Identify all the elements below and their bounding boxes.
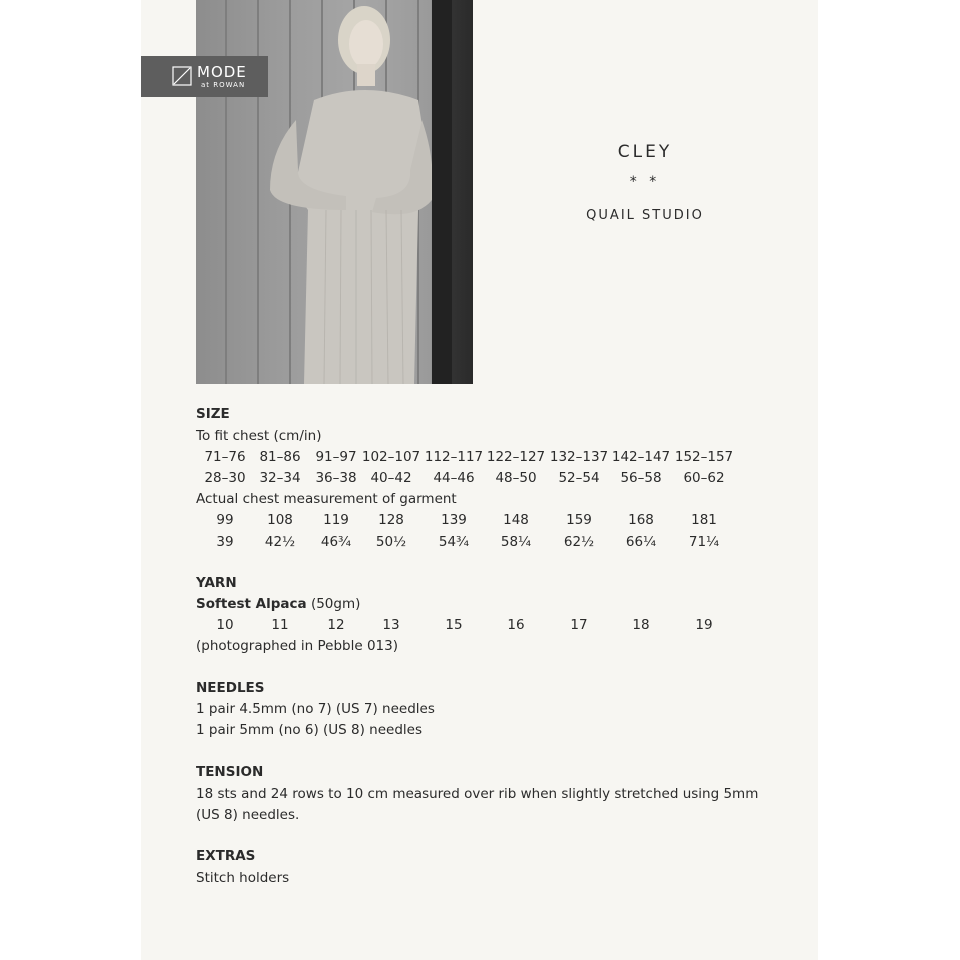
fit-cm-cell: 71–76 <box>204 449 246 465</box>
actual-in-cell: 39 <box>216 534 234 550</box>
actual-in-cell: 62½ <box>563 534 595 550</box>
yarn-note: (photographed in Pebble 013) <box>196 638 398 654</box>
fit-cm-cell: 81–86 <box>259 449 301 465</box>
yarn-balls-cell: 13 <box>382 617 400 633</box>
yarn-name-line <box>196 596 360 612</box>
fit-in-cell: 44–46 <box>433 470 475 486</box>
tension-line: 18 sts and 24 rows to 10 cm measured over rib when slightly stretched using 5mm <box>196 786 759 802</box>
fit-in-cell: 32–34 <box>259 470 301 486</box>
actual-in-cell: 58¼ <box>500 534 532 550</box>
yarn-balls-cell: 16 <box>507 617 525 633</box>
fit-cm-cell: 152–157 <box>674 449 734 465</box>
fit-cm-cell: 102–107 <box>361 449 421 465</box>
actual-in-cell: 46¾ <box>320 534 352 550</box>
fit-in-cell: 40–42 <box>370 470 412 486</box>
fit-cm-cell: 142–147 <box>611 449 671 465</box>
yarn-balls-cell: 12 <box>327 617 345 633</box>
mode-at-rowan-logo <box>141 56 268 97</box>
actual-cm-cell: 108 <box>267 512 293 528</box>
actual-cm-cell: 181 <box>691 512 717 528</box>
yarn-balls-cell: 15 <box>445 617 463 633</box>
actual-in-cell: 71¼ <box>688 534 720 550</box>
yarn-name: Softest Alpaca <box>196 596 307 612</box>
tension-heading: TENSION <box>196 764 264 780</box>
logo-brand: MODE <box>197 63 247 81</box>
extras-text: Stitch holders <box>196 870 290 886</box>
needles-line: 1 pair 4.5mm (no 7) (US 7) needles <box>196 701 435 717</box>
actual-in-cell: 50½ <box>375 534 407 550</box>
fit-cm-cell: 132–137 <box>549 449 609 465</box>
fit-in-cell: 60–62 <box>683 470 725 486</box>
fit-in-cell: 36–38 <box>315 470 357 486</box>
yarn-heading: YARN <box>196 575 237 591</box>
designer-name: QUAIL STUDIO <box>586 208 704 223</box>
pattern-title: CLEY <box>617 142 673 162</box>
tension-line: (US 8) needles. <box>196 807 300 823</box>
yarn-weight: (50gm) <box>310 596 361 612</box>
actual-in-cell: 42½ <box>264 534 296 550</box>
yarn-balls-cell: 19 <box>695 617 713 633</box>
actual-in-cell: 54¾ <box>438 534 470 550</box>
needles-line: 1 pair 5mm (no 6) (US 8) needles <box>196 722 422 738</box>
yarn-balls-cell: 18 <box>632 617 650 633</box>
fit-cm-cell: 112–117 <box>424 449 484 465</box>
needles-heading: NEEDLES <box>196 680 265 696</box>
fit-in-cell: 48–50 <box>495 470 537 486</box>
actual-cm-cell: 99 <box>216 512 234 528</box>
extras-heading: EXTRAS <box>196 848 256 864</box>
actual-cm-cell: 159 <box>566 512 592 528</box>
fit-cm-cell: 91–97 <box>315 449 357 465</box>
fit-in-cell: 56–58 <box>620 470 662 486</box>
actual-cm-cell: 119 <box>323 512 349 528</box>
fit-chest-label: To fit chest (cm/in) <box>196 428 322 444</box>
yarn-balls-cell: 17 <box>570 617 588 633</box>
difficulty-rating: * * <box>629 174 661 190</box>
fit-cm-cell: 122–127 <box>486 449 546 465</box>
actual-cm-cell: 139 <box>441 512 467 528</box>
actual-in-cell: 66¼ <box>625 534 657 550</box>
actual-cm-cell: 168 <box>628 512 654 528</box>
actual-chest-label: Actual chest measurement of garment <box>196 491 457 507</box>
actual-cm-cell: 148 <box>503 512 529 528</box>
fit-in-cell: 28–30 <box>204 470 246 486</box>
logo-mark-icon <box>172 66 192 86</box>
size-heading: SIZE <box>196 406 230 422</box>
fit-in-cell: 52–54 <box>558 470 600 486</box>
actual-cm-cell: 128 <box>378 512 404 528</box>
yarn-balls-cell: 10 <box>216 617 234 633</box>
logo-sub: at ROWAN <box>201 81 246 89</box>
yarn-balls-cell: 11 <box>271 617 289 633</box>
